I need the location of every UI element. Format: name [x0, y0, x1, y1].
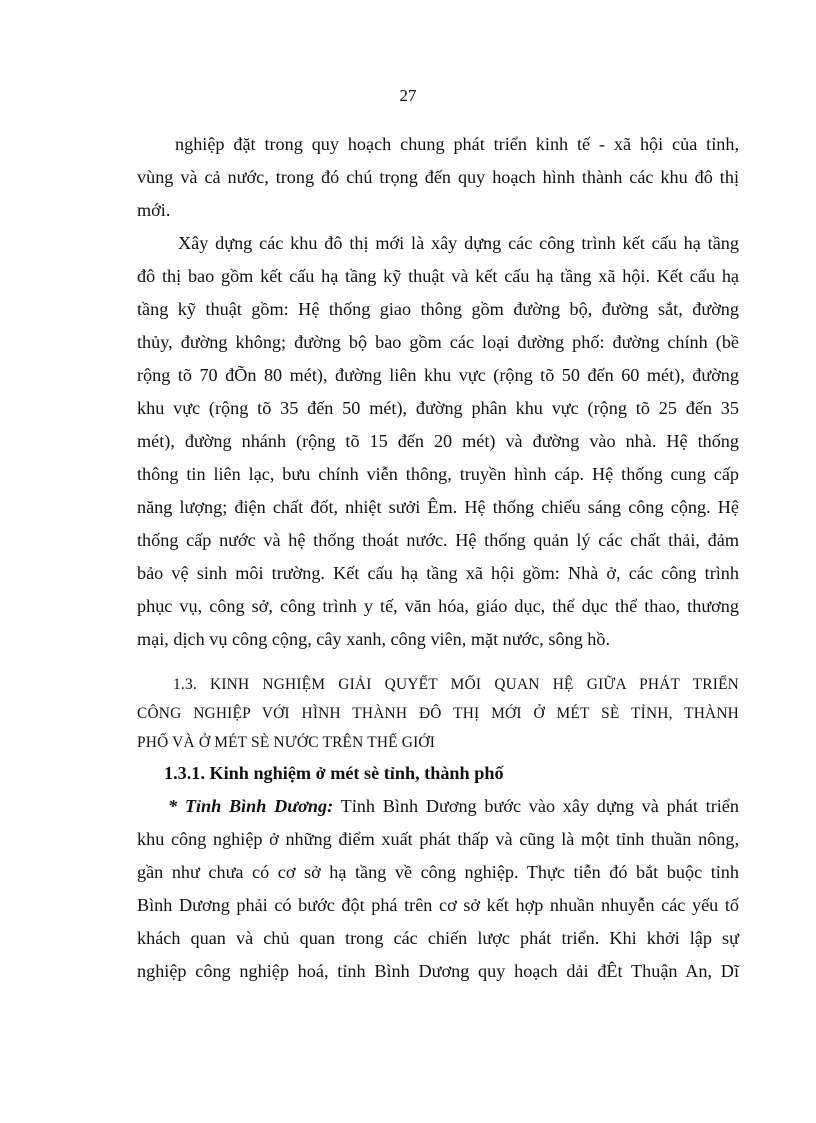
text-line: đô thị bao gồm kết cấu hạ tầng kỹ thuật và kết cấu hạ tầng xã hội. Kết cấu hạ: [137, 266, 739, 286]
heading-line: 1.3. KINH NGHIỆM GIẢI QUYẾT MỐI QUAN HỆ GIỮA PHÁT TRIỂN: [173, 676, 739, 693]
text-line: tầng kỹ thuật gồm: Hệ thống giao thông gồm đường bộ, đường sắt, đường: [137, 299, 739, 319]
section-heading-1-3-1: 1.3.1. Kinh nghiệm ở mét sè tỉnh, thành phố: [164, 763, 504, 783]
text-line: Bình Dương phải có bước đột phá trên cơ sở kết hợp nhuần nhuyễn các yếu tố: [137, 895, 739, 915]
lead-label: * Tỉnh Bình Dương:: [168, 796, 334, 816]
text-line: nghiệp công nghiệp hoá, tỉnh Bình Dương quy hoạch dải đÊt Thuận An, Dĩ: [137, 961, 739, 981]
text-line: bảo vệ sinh môi trường. Kết cấu hạ tầng xã hội gồm: Nhà ở, các công trình: [137, 563, 739, 583]
text-line: rộng tõ 70 đÕn 80 mét), đường liên khu vực (rộng tõ 50 đến 60 mét), đường: [137, 365, 739, 385]
text-line: mại, dịch vụ công cộng, cây xanh, công viên, mặt nước, sông hồ.: [137, 629, 611, 649]
text-line: mét), đường nhánh (rộng tõ 15 đến 20 mét) và đường vào nhà. Hệ thống: [137, 431, 739, 451]
text-line: Xây dựng các khu đô thị mới là xây dựng các công trình kết cấu hạ tầng: [178, 233, 739, 253]
section-heading-1-3: [137, 670, 739, 757]
text-line: khu vực (rộng tõ 35 đến 50 mét), đường phân khu vực (rộng tõ 25 đến 35: [137, 398, 739, 418]
document-body: [137, 128, 739, 988]
page-number: 27: [399, 86, 417, 105]
paragraph-continuation: [137, 128, 739, 227]
text-line: nghiệp đặt trong quy hoạch chung phát triển kinh tế - xã hội của tỉnh,: [175, 134, 739, 154]
text-line: gần như chưa có cơ sở hạ tầng về công nghiệp. Thực tiễn đó bắt buộc tỉnh: [137, 862, 739, 882]
text-fragment: Tỉnh Bình Dương bước vào xây dựng và phát triển: [333, 796, 739, 816]
text-line: khu công nghiệp ở những điểm xuất phát thấp và cũng là một tỉnh thuần nông,: [137, 829, 739, 849]
text-line: mới.: [137, 200, 171, 220]
paragraph-urban-infrastructure: [137, 227, 739, 656]
text-line: phục vụ, công sở, công trình y tế, văn hóa, giáo dục, thể dục thể thao, thương: [137, 596, 739, 616]
text-line: thủy, đường không; đường bộ bao gồm các loại đường phố: đường chính (bề: [137, 332, 739, 352]
text-line: [137, 790, 739, 823]
paragraph-binh-duong: [137, 790, 739, 988]
heading-line: CÔNG NGHIỆP VỚI HÌNH THÀNH ĐÔ THỊ MỚI Ở MÉT SÈ TỈNH, THÀNH: [137, 705, 739, 722]
heading-line: PHỐ VÀ Ở MÉT SÈ NƯỚC TRÊN THẾ GIỚI: [137, 734, 436, 751]
text-line: vùng và cả nước, trong đó chú trọng đến quy hoạch hình thành các khu đô thị: [137, 167, 739, 187]
text-line: thông tin liên lạc, bưu chính viễn thông, truyền hình cáp. Hệ thống cung cấp: [137, 464, 739, 484]
text-line: khách quan và chủ quan trong các chiến lược phát triển. Khi khởi lập sự: [137, 928, 739, 948]
text-line: thống cấp nước và hệ thống thoát nước. Hệ thống quản lý các chất thải, đảm: [137, 530, 739, 550]
text-line: năng lượng; điện chất đốt, nhiệt sưởi Êm. Hệ thống chiếu sáng công cộng. Hệ: [137, 497, 739, 517]
